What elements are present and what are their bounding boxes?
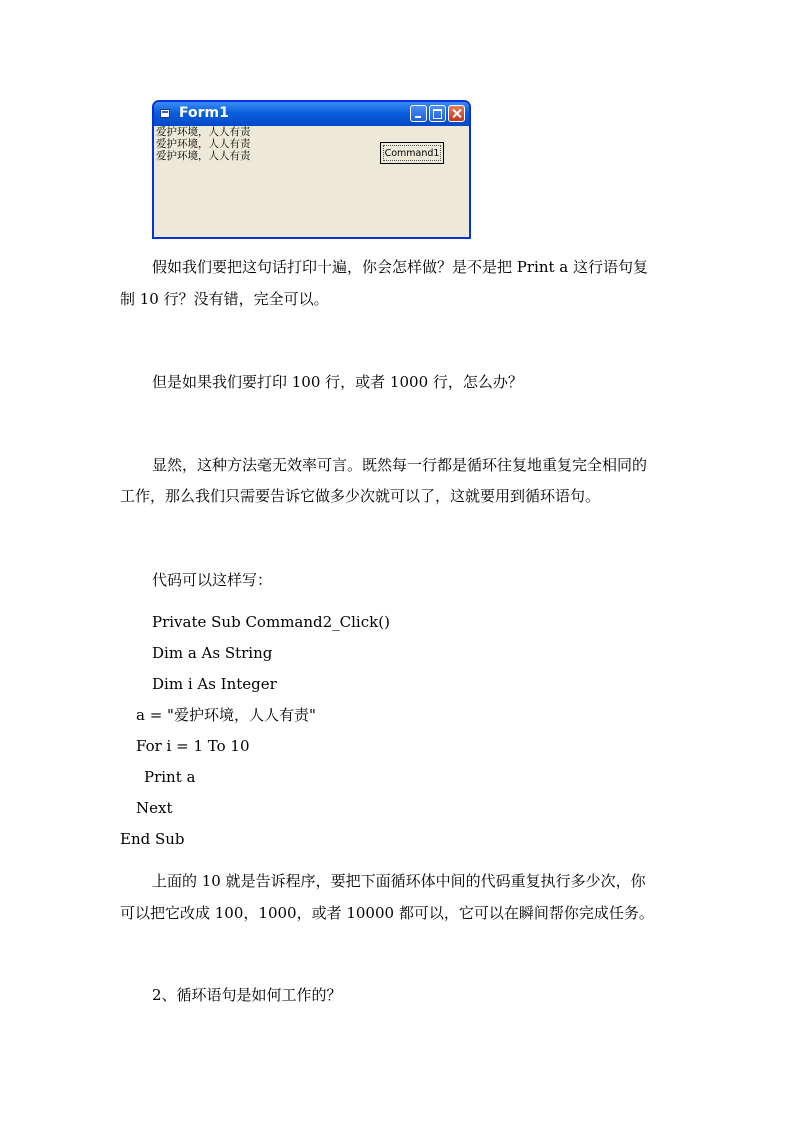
command1-label: Command1 [383,145,441,161]
command1-button[interactable] [380,142,444,164]
code-line-3: Dim i As Integer [152,675,277,693]
vb-window-title: Form1 [179,105,229,121]
paragraph-5-line-2: 可以把它改成 100，1000，或者 10000 都可以，它可以在瞬间帮你完成任务。 [120,904,654,922]
minimize-icon[interactable] [410,105,427,122]
printed-line-1: 爱护环境，人人有责 [156,126,251,138]
code-line-8: End Sub [120,830,185,848]
code-line-6: Print a [144,768,196,786]
close-icon[interactable] [448,105,465,122]
paragraph-1-line-1: 假如我们要把这句话打印十遍，你会怎样做？是不是把 Print a 这行语句复 [152,258,648,276]
paragraph-3-line-1: 显然，这种方法毫无效率可言。既然每一行都是循环往复地重复完全相同的 [152,456,648,474]
code-line-4: a = "爱护环境，人人有责" [136,706,316,724]
code-line-1: Private Sub Command2_Click() [152,613,390,631]
section-heading-2: 2、循环语句是如何工作的？ [152,986,342,1004]
paragraph-5-line-1: 上面的 10 就是告诉程序，要把下面循环体中间的代码重复执行多少次，你 [152,872,646,890]
code-line-5: For i = 1 To 10 [136,737,250,755]
maximize-icon[interactable] [429,105,446,122]
printed-line-3: 爱护环境，人人有责 [156,150,251,162]
paragraph-2: 但是如果我们要打印 100 行，或者 1000 行，怎么办？ [152,373,523,391]
vb-title-bar [154,102,469,126]
code-line-2: Dim a As String [152,644,273,662]
vb-form-window [152,100,471,239]
paragraph-4: 代码可以这样写： [152,571,273,589]
code-line-7: Next [136,799,173,817]
form-icon [160,109,170,118]
paragraph-3-line-2: 工作，那么我们只需要告诉它做多少次就可以了，这就要用到循环语句。 [120,487,601,505]
paragraph-1-line-2: 制 10 行？没有错，完全可以。 [120,290,329,308]
printed-line-2: 爱护环境，人人有责 [156,138,251,150]
